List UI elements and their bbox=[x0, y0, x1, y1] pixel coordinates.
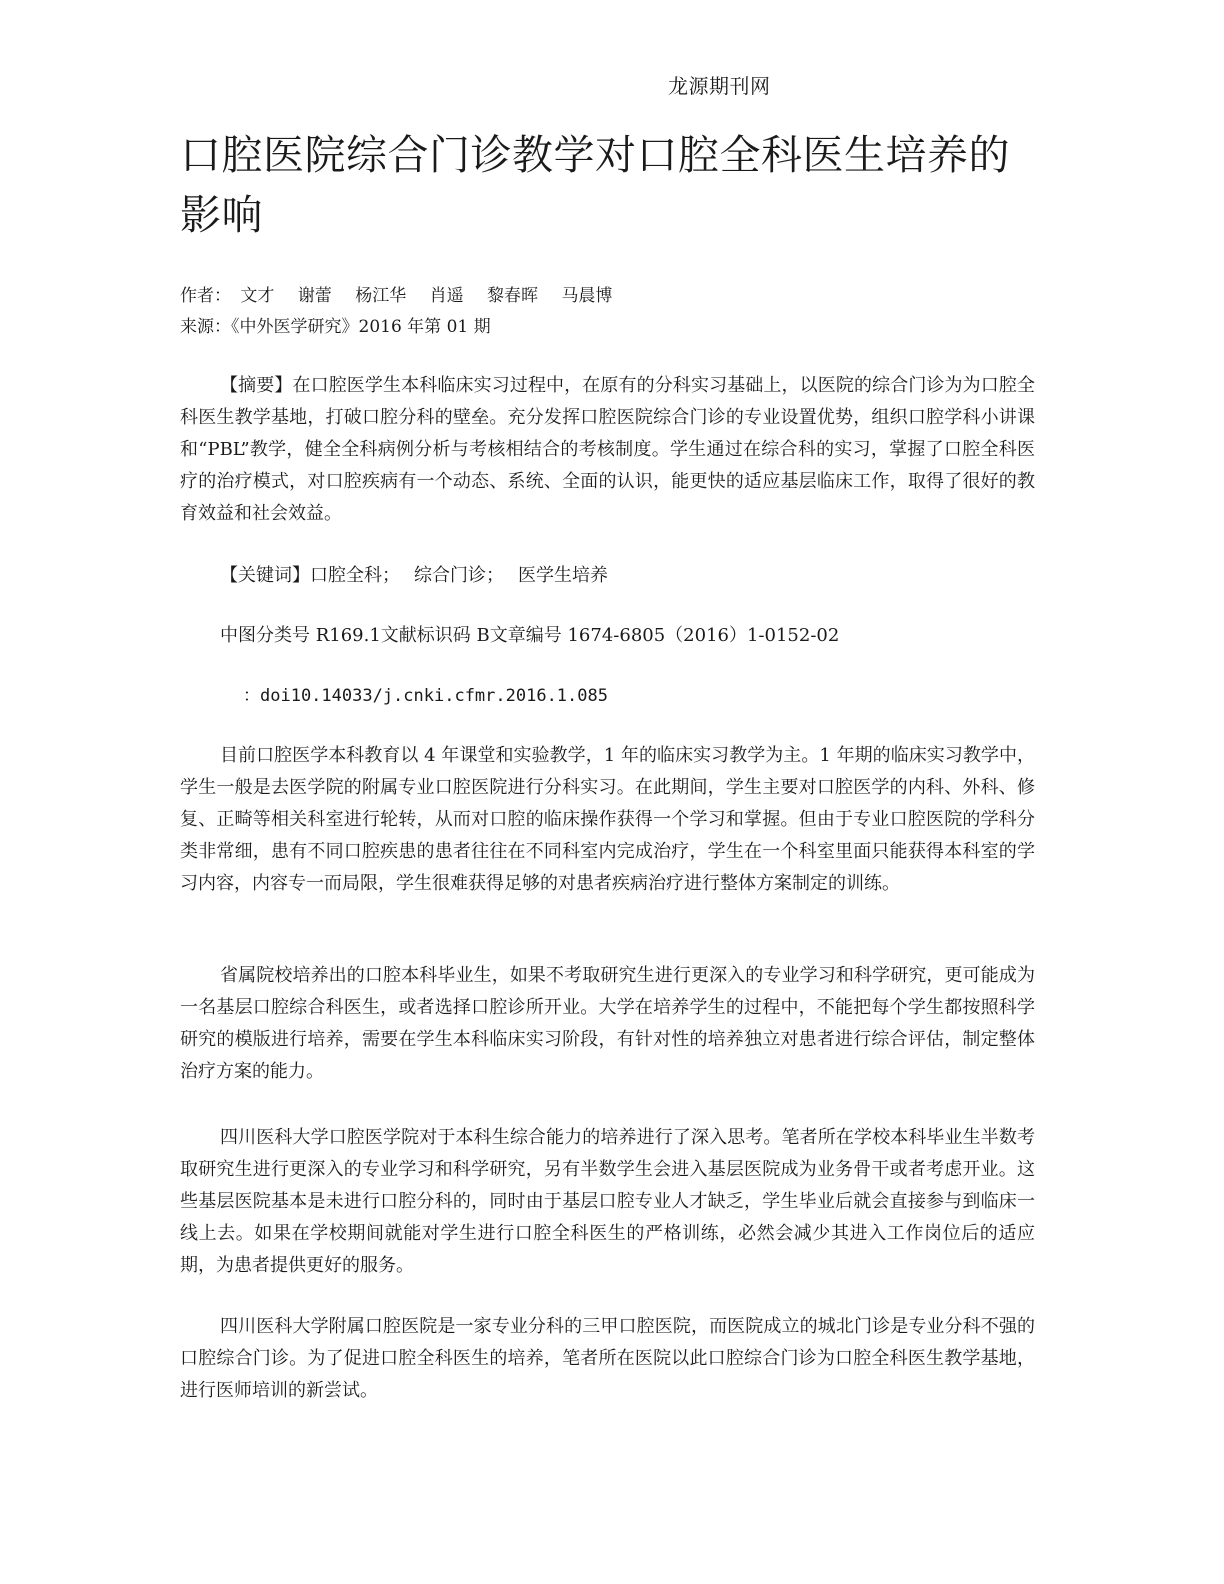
author-name: 文才 bbox=[240, 286, 275, 306]
abstract-text: 在口腔医学生本科临床实习过程中，在原有的分科实习基础上，以医院的综合门诊为为口腔全科医生教学基地，打破口腔分科的壁垒。充分发挥口腔医院综合门诊的专业设置优势，组织口腔学科小讲课和“PBL”教学，健全全科病例分析与考核相结合的考核制度。学生通过在综合科的实习，掌握了口腔全科医疗的治疗模式，对口腔疾病有一个动态、系统、全面的认识，能更快的适应基层临床工作，取得了很好的教育效益和社会效益。 bbox=[180, 375, 1036, 524]
author-name: 杨江华 bbox=[355, 286, 407, 306]
source-line bbox=[180, 314, 491, 340]
keyword-item: 口腔全科； bbox=[310, 565, 400, 586]
body-paragraph: 四川医科大学附属口腔医院是一家专业分科的三甲口腔医院，而医院成立的城北门诊是专业分科不强的口腔综合门诊。为了促进口腔全科医生的培养，笔者所在医院以此口腔综合门诊为口腔全科医生教学基地，进行医师培训的新尝试。 bbox=[180, 1316, 1035, 1401]
authors-label: 作者： bbox=[180, 286, 231, 306]
abstract-paragraph bbox=[180, 370, 1035, 530]
keyword-item: 医学生培养 bbox=[518, 565, 608, 586]
body-paragraph: 四川医科大学口腔医学院对于本科生综合能力的培养进行了深入思考。笔者所在学校本科毕业生半数考取研究生进行更深入的专业学习和科学研究，另有半数学生会进入基层医院成为业务骨干或者考虑开业。这些基层医院基本是未进行口腔分科的，同时由于基层口腔专业人才缺乏，学生毕业后就会直接参与到临床一线上去。如果在学校期间就能对学生进行口腔全科医生的严格训练，必然会减少其进入工作岗位后的适应期，为患者提供更好的服务。 bbox=[180, 1127, 1035, 1276]
abstract-label: 【摘要】 bbox=[220, 375, 293, 396]
doi-line: ：doi10.14033/j.cnki.cfmr.2016.1.085 bbox=[243, 686, 608, 706]
author-name: 黎春晖 bbox=[487, 286, 539, 306]
author-name: 马晨博 bbox=[561, 286, 613, 306]
source-label: 来源： bbox=[180, 317, 231, 337]
body-paragraph: 省属院校培养出的口腔本科毕业生，如果不考取研究生进行更深入的专业学习和科学研究，更可能成为一名基层口腔综合科医生，或者选择口腔诊所开业。大学在培养学生的过程中，不能把每个学生都按照科学研究的模版进行培养，需要在学生本科临床实习阶段，有针对性的培养独立对患者进行综合评估，制定整体治疗方案的能力。 bbox=[180, 965, 1035, 1082]
classification-line: 中图分类号 R169.1文献标识码 B文章编号 1674-6805（2016）1-0152-02 bbox=[220, 625, 840, 646]
author-name: 肖遥 bbox=[429, 286, 464, 306]
article-title: 口腔医院综合门诊教学对口腔全科医生培养的影响 bbox=[180, 131, 1010, 239]
source-text: 《中外医学研究》2016 年第 01 期 bbox=[231, 317, 491, 337]
author-name: 谢蕾 bbox=[297, 286, 332, 306]
journal-site-name: 龙源期刊网 bbox=[668, 74, 771, 98]
keywords-paragraph bbox=[180, 560, 1035, 592]
keywords-label: 【关键词】 bbox=[220, 565, 310, 586]
keyword-item: 综合门诊； bbox=[414, 565, 504, 586]
body-paragraph: 目前口腔医学本科教育以 4 年课堂和实验教学，1 年的临床实习教学为主。1 年期的临床实习教学中，学生一般是去医学院的附属专业口腔医院进行分科实习。在此期间，学生主要对口腔医学的内科、外科、修复、正畸等相关科室进行轮转，从而对口腔的临床操作获得一个学习和掌握。但由于专业口腔医院的学科分类非常细，患有不同口腔疾患的患者往往在不同科室内完成治疗，学生在一个科室里面只能获得本科室的学习内容，内容专一而局限，学生很难获得足够的对患者疾病治疗进行整体方案制定的训练。 bbox=[180, 745, 1035, 894]
authors-line bbox=[180, 283, 630, 309]
